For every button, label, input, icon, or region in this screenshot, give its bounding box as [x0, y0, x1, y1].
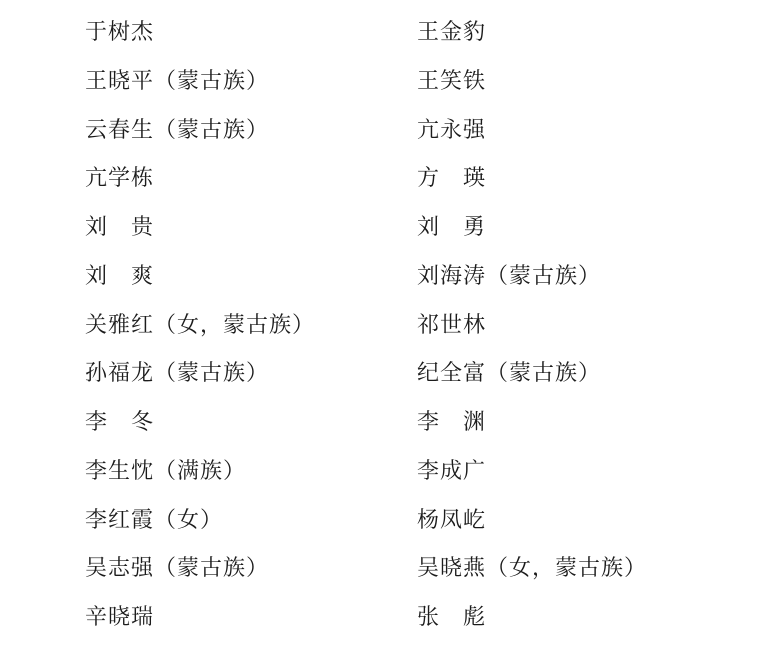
- person-name: 张 彪: [417, 604, 487, 629]
- person-name: 李红霞（女）: [85, 506, 224, 532]
- person-name: 杨凤屹: [417, 506, 487, 532]
- person-name: 亢学栋: [85, 165, 155, 191]
- person-name: 刘海涛（蒙古族）: [417, 262, 602, 288]
- person-name: 刘 勇: [417, 214, 487, 239]
- person-name: 祁世林: [417, 311, 487, 337]
- person-name: 李 渊: [417, 409, 487, 434]
- person-name: 云春生（蒙古族）: [85, 116, 270, 142]
- person-name: 吴志强（蒙古族）: [85, 555, 270, 581]
- person-name: 李成广: [417, 457, 487, 483]
- person-name: 王笑铁: [417, 67, 487, 93]
- name-column-right: [417, 20, 647, 654]
- person-name: 关雅红（女，蒙古族）: [85, 311, 316, 337]
- person-name: 王晓平（蒙古族）: [85, 67, 270, 93]
- person-name: 李 冬: [85, 409, 155, 434]
- person-name: 吴晓燕（女，蒙古族）: [417, 555, 648, 581]
- person-name: 纪全富（蒙古族）: [417, 360, 602, 386]
- person-name: 亢永强: [417, 116, 487, 142]
- person-name: 刘 贵: [85, 214, 155, 239]
- person-name: 李生忱（满族）: [85, 457, 247, 483]
- person-name: 方 瑛: [417, 165, 487, 191]
- person-name: 刘 爽: [85, 262, 155, 288]
- person-name: 王金豹: [417, 19, 487, 44]
- name-column-left: [85, 20, 315, 654]
- person-name: 于树杰: [85, 19, 155, 44]
- person-name: 孙福龙（蒙古族）: [85, 360, 270, 386]
- person-name: 辛晓瑞: [85, 604, 155, 629]
